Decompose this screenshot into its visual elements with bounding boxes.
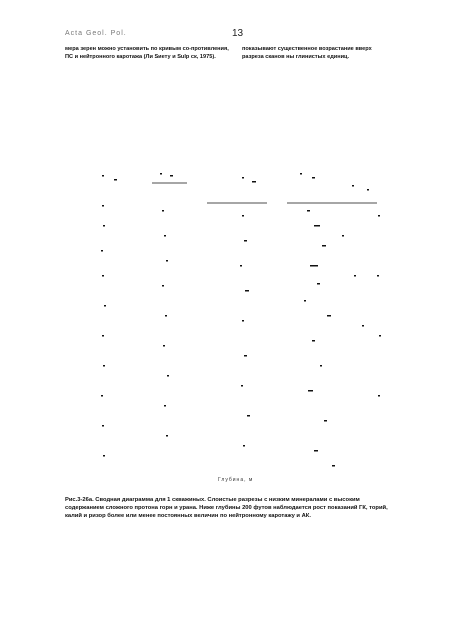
figure-caption xyxy=(65,496,395,520)
track-header xyxy=(102,173,377,203)
right-text-column xyxy=(242,45,392,61)
left-text-column xyxy=(65,45,235,61)
well-log-figure xyxy=(92,165,390,485)
caption-text: Рис.3-26а. Сводная диаграмма для 1 скважиных. Слоистые разрезы с низким минералами с высоким содержанием сложного протона горн и урана. Ниже глубины 200 футов наблюдается рост показаний ГК, торий, калий и ризор более или менее постоянных величин по нейтронному каротажу и АК. xyxy=(65,497,388,519)
figure-axis-label: Глубина, м xyxy=(218,477,254,483)
depth-track-dots xyxy=(101,205,106,457)
page-number: 13 xyxy=(232,28,244,39)
left-paragraph: мера зерен можно установить по кривым со-противления, ПС и нейтронного каротажа (Ли Sиету и Sulp ск, 1975). xyxy=(65,46,229,60)
log-track-4 xyxy=(304,210,364,467)
log-track-3 xyxy=(240,215,250,447)
running-title: Acta Geol. Pol. xyxy=(65,30,127,37)
right-axis-dots xyxy=(377,215,381,397)
right-paragraph: показывают существенное возрастание вверх разреза сканов ны глинистых единиц. xyxy=(242,46,372,60)
log-track-2 xyxy=(162,210,169,437)
